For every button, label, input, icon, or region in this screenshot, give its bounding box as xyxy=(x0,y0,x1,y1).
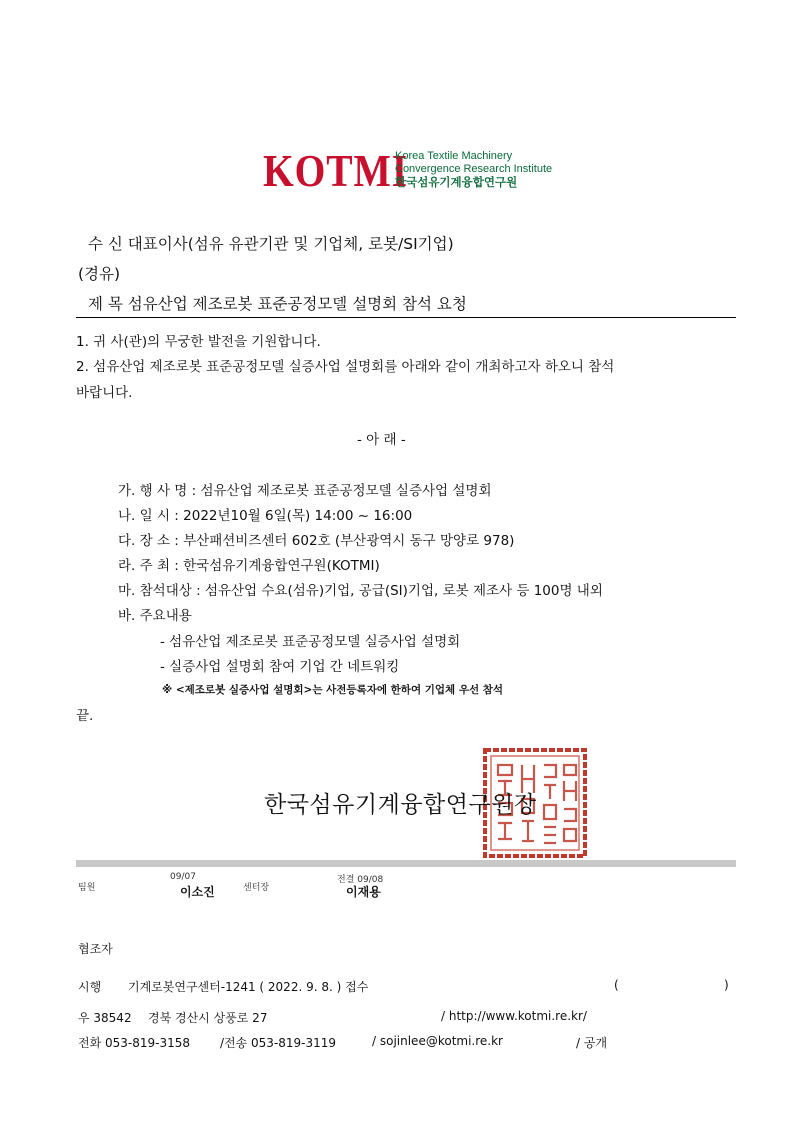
item-value: 섬유산업 수요(섬유)기업, 공급(SI)기업, 로봇 제조사 등 100명 내외 xyxy=(204,583,603,599)
item-label: 다. 장 소 : xyxy=(118,533,179,549)
sub-item-1: - 섬유산업 제조로봇 표준공정모델 실증사업 설명회 xyxy=(160,634,461,650)
item-main-content xyxy=(118,604,192,624)
website: / http://www.kotmi.re.kr/ xyxy=(441,1009,587,1023)
cooperator-label: 협조자 xyxy=(78,942,113,956)
recipient-line: 수 신 대표이사(섬유 유관기관 및 기업체, 로봇/SI기업) xyxy=(88,235,454,253)
approval-role-1: 팀원 xyxy=(78,883,96,893)
logo-wordmark: KOTMI xyxy=(263,145,408,196)
item-label: 바. 주요내용 xyxy=(118,608,192,624)
approval-date-2: 전결 09/08 xyxy=(337,875,384,885)
sub-item-2: - 실증사업 설명회 참여 기업 간 네트워킹 xyxy=(160,659,400,675)
below-heading: - 아 래 - xyxy=(357,432,406,448)
item-event-name xyxy=(118,479,492,499)
item-value: 부산패션비즈센터 602호 (부산광역시 동구 망양로 978) xyxy=(183,533,515,549)
registration-notice: ※ <제조로봇 실증사업 설명회>는 사전등록자에 한하여 기업체 우선 참석 xyxy=(162,684,504,696)
approval-divider xyxy=(76,860,736,867)
item-audience xyxy=(118,579,603,599)
paragraph-2-line1: 2. 섬유산업 제조로봇 표준공정모델 실증사업 설명회를 아래와 같이 개최하고자 하오니 참석 xyxy=(76,359,615,375)
receipt-close: ) xyxy=(724,978,729,992)
paragraph-2-line2: 바랍니다. xyxy=(76,385,133,401)
kotmi-logo xyxy=(263,146,563,196)
email: / sojinlee@kotmi.re.kr xyxy=(372,1034,503,1048)
item-label: 라. 주 최 : xyxy=(118,558,179,574)
item-label: 나. 일 시 : xyxy=(118,508,179,524)
disclosure: / 공개 xyxy=(576,1036,608,1050)
zip-code: 우 38542 xyxy=(78,1011,132,1025)
receipt-open: ( xyxy=(614,978,619,992)
approval-name-2: 이재용 xyxy=(346,885,381,899)
enforce-label: 시행 xyxy=(78,980,102,994)
via-line: (경유) xyxy=(78,265,121,283)
enforce-value: 기계로봇연구센터-1241 ( 2022. 9. 8. ) 접수 xyxy=(128,980,369,994)
item-datetime xyxy=(118,504,412,524)
approval-date-1: 09/07 xyxy=(170,872,196,882)
logo-korean-name: 한국섬유기계융합연구원 xyxy=(395,177,518,189)
address: 경북 경산시 상풍로 27 xyxy=(148,1011,268,1025)
approval-name-1: 이소진 xyxy=(180,885,215,899)
item-label: 가. 행 사 명 : xyxy=(118,483,197,499)
item-value: 2022년10월 6일(목) 14:00 ~ 16:00 xyxy=(183,508,413,524)
subject-line: 제 목 섬유산업 제조로봇 표준공정모델 설명회 참석 요청 xyxy=(88,295,467,313)
signer-title: 한국섬유기계융합연구원장 xyxy=(264,792,537,818)
phone: 전화 053-819-3158 xyxy=(78,1036,191,1050)
item-location xyxy=(118,529,514,549)
item-host xyxy=(118,554,380,574)
fax: /전송 053-819-3119 xyxy=(220,1036,337,1050)
item-value: 한국섬유기계융합연구원(KOTMI) xyxy=(183,558,380,574)
approval-role-2: 센터장 xyxy=(243,883,270,893)
logo-english-line2: Convergence Research Institute xyxy=(395,163,553,175)
end-mark: 끝. xyxy=(76,708,94,724)
header-divider xyxy=(76,317,736,318)
paragraph-1: 1. 귀 사(관)의 무궁한 발전을 기원합니다. xyxy=(76,334,321,350)
item-value: 섬유산업 제조로봇 표준공정모델 실증사업 설명회 xyxy=(200,483,492,499)
logo-english-line1: Korea Textile Machinery xyxy=(395,150,513,162)
item-label: 마. 참석대상 : xyxy=(118,583,201,599)
